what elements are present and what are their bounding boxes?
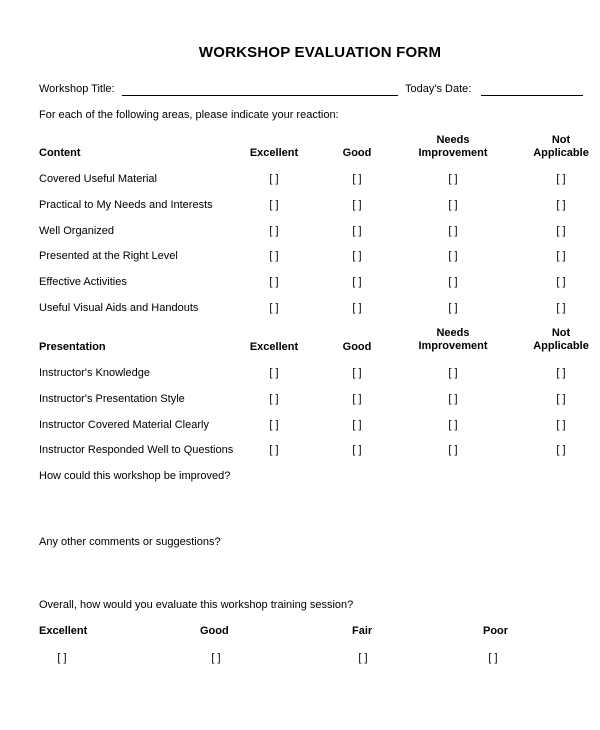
- checkbox-needs-improvement[interactable]: [ ]: [448, 250, 458, 263]
- rating-row-label: Well Organized: [39, 224, 114, 237]
- checkbox-good[interactable]: [ ]: [352, 198, 362, 211]
- form-title: WORKSHOP EVALUATION FORM: [198, 44, 442, 61]
- rating-row-label: Useful Visual Aids and Handouts: [39, 302, 199, 314]
- presentation-column-header-needs-improvement: [408, 327, 498, 353]
- checkbox-good[interactable]: [ ]: [352, 367, 362, 379]
- column-header-excellent: Excellent: [249, 147, 299, 159]
- overall-option-label: Poor: [483, 625, 509, 637]
- content-section-heading: Content: [39, 147, 81, 159]
- overall-option-label: Fair: [352, 625, 373, 637]
- instructions-text: For each of the following areas, please indicate your reaction:: [39, 109, 339, 121]
- checkbox-excellent[interactable]: [ ]: [269, 444, 279, 457]
- checkbox-needs-improvement[interactable]: [ ]: [448, 392, 458, 405]
- not-applicable-line1: Not: [551, 134, 571, 146]
- checkbox-needs-improvement[interactable]: [ ]: [448, 224, 458, 237]
- checkbox-needs-improvement[interactable]: [ ]: [448, 444, 458, 457]
- checkbox-good[interactable]: [ ]: [352, 224, 362, 237]
- checkbox-not-applicable[interactable]: [ ]: [556, 224, 566, 237]
- rating-row-label: Instructor's Presentation Style: [39, 392, 185, 405]
- presentation-needs-improvement-line1: Needs: [436, 327, 470, 339]
- checkbox-excellent[interactable]: [ ]: [269, 367, 279, 379]
- checkbox-needs-improvement[interactable]: [ ]: [448, 198, 458, 211]
- not-applicable-line2: Applicable: [533, 147, 589, 159]
- presentation-column-header-good: Good: [342, 341, 372, 353]
- checkbox-excellent[interactable]: [ ]: [269, 250, 279, 263]
- checkbox-excellent[interactable]: [ ]: [269, 198, 279, 211]
- checkbox-not-applicable[interactable]: [ ]: [556, 367, 566, 379]
- overall-question: Overall, how would you evaluate this workshop training session?: [39, 599, 354, 611]
- presentation-not-applicable-line2: Applicable: [533, 340, 589, 352]
- needs-improvement-line1: Needs: [436, 134, 470, 146]
- checkbox-needs-improvement[interactable]: [ ]: [448, 302, 458, 314]
- checkbox-needs-improvement[interactable]: [ ]: [448, 418, 458, 431]
- workshop-title-label: Workshop Title:: [39, 83, 115, 95]
- presentation-column-header-excellent: Excellent: [249, 341, 299, 353]
- checkbox-excellent[interactable]: [ ]: [269, 173, 279, 185]
- date-field[interactable]: [481, 95, 583, 96]
- checkbox-excellent[interactable]: [ ]: [269, 418, 279, 431]
- comments-answer-area[interactable]: [39, 554, 579, 594]
- checkbox-not-applicable[interactable]: [ ]: [556, 302, 566, 314]
- rating-row-label: Instructor's Knowledge: [39, 367, 150, 379]
- improve-answer-area[interactable]: [39, 488, 579, 528]
- checkbox-excellent[interactable]: [ ]: [269, 224, 279, 237]
- checkbox-excellent[interactable]: [ ]: [269, 392, 279, 405]
- improve-question: How could this workshop be improved?: [39, 470, 231, 482]
- checkbox-good[interactable]: [ ]: [352, 276, 362, 289]
- checkbox-not-applicable[interactable]: [ ]: [556, 392, 566, 405]
- needs-improvement-line2: Improvement: [418, 147, 488, 159]
- overall-option-checkbox[interactable]: [ ]: [488, 652, 498, 664]
- presentation-section-heading: Presentation: [39, 341, 106, 353]
- checkbox-not-applicable[interactable]: [ ]: [556, 198, 566, 211]
- checkbox-not-applicable[interactable]: [ ]: [556, 173, 566, 185]
- rating-row-label: Instructor Responded Well to Questions: [39, 444, 234, 457]
- overall-option-checkbox[interactable]: [ ]: [57, 652, 67, 664]
- checkbox-excellent[interactable]: [ ]: [269, 276, 279, 289]
- presentation-not-applicable-line1: Not: [551, 327, 571, 339]
- presentation-needs-improvement-line2: Improvement: [418, 340, 488, 352]
- rating-row-label: Presented at the Right Level: [39, 250, 178, 263]
- checkbox-not-applicable[interactable]: [ ]: [556, 250, 566, 263]
- checkbox-good[interactable]: [ ]: [352, 444, 362, 457]
- checkbox-not-applicable[interactable]: [ ]: [556, 418, 566, 431]
- presentation-column-header-not-applicable: [525, 327, 597, 353]
- rating-row-label: Effective Activities: [39, 276, 127, 289]
- checkbox-needs-improvement[interactable]: [ ]: [448, 276, 458, 289]
- checkbox-good[interactable]: [ ]: [352, 418, 362, 431]
- comments-question: Any other comments or suggestions?: [39, 536, 221, 548]
- workshop-title-field[interactable]: [122, 95, 398, 96]
- column-header-not-applicable: [525, 134, 597, 160]
- checkbox-good[interactable]: [ ]: [352, 250, 362, 263]
- date-label: Today's Date:: [405, 83, 472, 95]
- checkbox-needs-improvement[interactable]: [ ]: [448, 367, 458, 379]
- rating-row-label: Instructor Covered Material Clearly: [39, 418, 209, 431]
- checkbox-needs-improvement[interactable]: [ ]: [448, 173, 458, 185]
- overall-option-label: Good: [200, 625, 229, 637]
- overall-option-label: Excellent: [39, 625, 88, 637]
- column-header-needs-improvement: [408, 134, 498, 160]
- checkbox-good[interactable]: [ ]: [352, 392, 362, 405]
- rating-row-label: Covered Useful Material: [39, 173, 157, 185]
- checkbox-not-applicable[interactable]: [ ]: [556, 444, 566, 457]
- column-header-good: Good: [342, 147, 372, 159]
- rating-row-label: Practical to My Needs and Interests: [39, 198, 213, 211]
- checkbox-not-applicable[interactable]: [ ]: [556, 276, 566, 289]
- checkbox-good[interactable]: [ ]: [352, 302, 362, 314]
- overall-option-checkbox[interactable]: [ ]: [358, 652, 368, 664]
- checkbox-good[interactable]: [ ]: [352, 173, 362, 185]
- overall-option-checkbox[interactable]: [ ]: [211, 652, 221, 664]
- checkbox-excellent[interactable]: [ ]: [269, 302, 279, 314]
